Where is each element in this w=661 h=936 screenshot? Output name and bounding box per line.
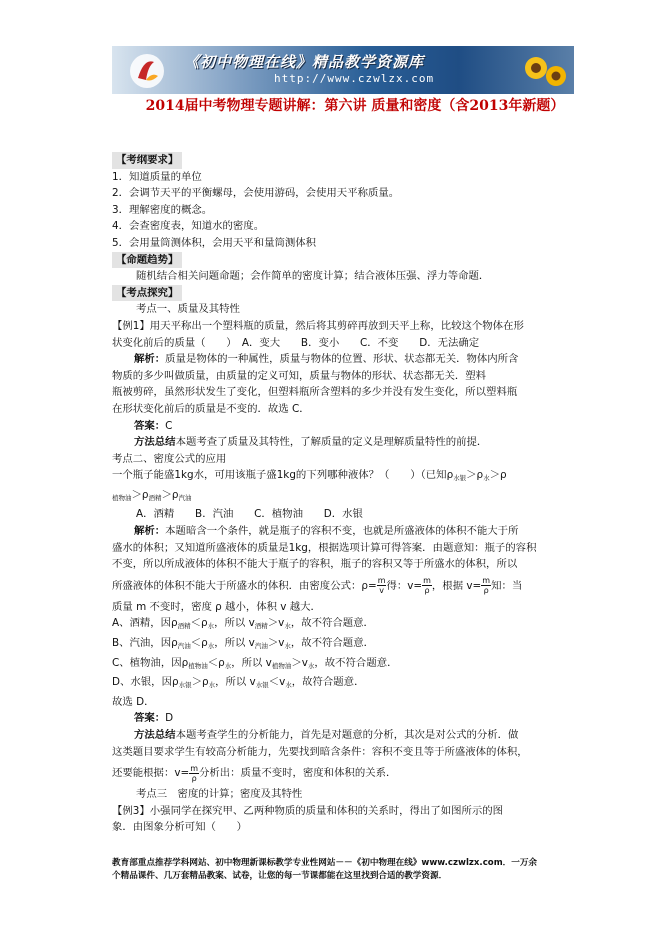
fraction-m-over-rho: $\frac{m}{\rho}$	[190, 763, 198, 783]
footer-line: 教育部重点推荐学科网站、初中物理新课标教学专业性网站－－《初中物理在线》www.czwlzx.com．一万余	[112, 858, 538, 868]
answer-label: 答案：	[134, 419, 166, 432]
analysis-label: 解析：	[134, 353, 166, 366]
analysis-text: 不变，所以所成液体的体积不能大于瓶子的容积，瓶子的容积又等于所盛水的体积，所以	[112, 558, 518, 571]
point-heading: 考点三 密度的计算；密度及其特性	[136, 788, 303, 801]
method-label: 方法总结	[134, 436, 176, 449]
answer-value: D	[165, 712, 174, 725]
outline-item: 1．知道质量的单位	[112, 170, 202, 183]
example-question: ＞ρ	[131, 488, 149, 501]
analysis-text: 质量是物体的一种属性，质量与物体的位置、形状、状态都无关．物体内所含	[165, 353, 519, 366]
outline-item: 5．会用量筒测体积，会用天平和量筒测体积	[112, 236, 317, 249]
analysis-text: 盛水的体积；又知道所盛液体的质量是1kg，根据选项计算可得答案．由题意知：瓶子的容积	[112, 541, 537, 554]
analysis-text: 在形状变化前后的质量是不变的．故选 C．	[112, 402, 310, 415]
fraction-m-over-rho: $\frac{m}{\rho}$	[482, 576, 491, 596]
trend-text: 随机结合相关问题命题；会作简单的密度计算；结合液体压强、浮力等命题．	[136, 270, 490, 283]
subscript: 水	[483, 474, 490, 483]
fraction-m-over-v: $\frac{m}{v}$	[377, 576, 386, 596]
analysis-text: 得：v=	[386, 579, 423, 592]
answer-value: C	[165, 419, 173, 432]
choose-line: 故选 D．	[112, 695, 155, 708]
fraction-m-over-rho: $\frac{m}{\rho}$	[423, 576, 431, 596]
analysis-text: 质量 m 不变时，密度 ρ 越小，体积 v 越大．	[112, 600, 321, 613]
method-text: 还要能根据：v=	[112, 767, 190, 780]
subscript: 酒精	[148, 493, 162, 502]
document-title: 2014届中考物理专题讲解：第六讲 质量和密度（含2013年新题）	[145, 98, 565, 114]
analysis-text: 物质的多少叫做质量，由质量的定义可知，质量与物体的形状、状态都无关．塑料	[112, 369, 487, 382]
trend-tag: 【命题趋势】	[112, 252, 182, 269]
footer-line: 个精品课件、几万套精品教案、试卷，让您的每一节课都能在这里找到合适的教学资源．	[112, 871, 448, 881]
method-text: 分析出：质量不变时，密度和体积的关系．	[199, 767, 397, 780]
outline-item: 2．会调节天平的平衡螺母，会使用游码，会使用天平称质量。	[112, 187, 400, 200]
case-line: C、植物油，因$\rho_{植物油}<\rho_水$，所以 $v_{植物油}>v_水$，故不符合题意．	[112, 656, 398, 670]
banner-title: 《初中物理在线》精品教学资源库	[184, 53, 425, 71]
example-question: 【例3】小强同学在探究甲、乙两种物质的质量和体积的关系时，得出了如图所示的图	[112, 804, 504, 817]
analysis-text: 知：当	[491, 579, 523, 592]
method-label: 方法总结	[134, 729, 176, 741]
example-question: 【例1】用天平称出一个塑料瓶的质量，然后将其剪碎再放到天平上称，比较这个物体在形	[112, 319, 524, 332]
banner-url[interactable]: http://www.czwlzx.com	[274, 72, 435, 85]
page-footer	[112, 857, 582, 883]
analysis-text: 本题暗含一个条件，就是瓶子的容积不变，也就是所盛液体的体积不能大于所	[165, 525, 519, 538]
case-line: A、酒精，因$\rho_{酒精}<\rho_水$，所以 $v_{酒精}>v_水$，故不符合题意．	[112, 617, 374, 631]
example-question: ＞ρ	[466, 469, 484, 482]
method-text: 这类题目要求学生有较高分析能力，先要找到暗含条件：容积不变且等于所盛液体的体积，	[112, 745, 528, 758]
example-options: A．酒精 B．汽油 C．植物油 D．水银	[136, 508, 363, 521]
analysis-text: 瓶被剪碎，虽然形状发生了变化，但塑料瓶所含塑料的多少并没有发生变化，所以塑料瓶	[112, 386, 518, 399]
analysis-text: 所盛液体的体积不能大于所盛水的体积．由密度公式：ρ=	[112, 579, 377, 592]
analysis-text: ，根据 v=	[431, 579, 482, 592]
explore-tag: 【考点探究】	[112, 285, 182, 302]
subscript: 植物油	[112, 493, 132, 502]
outline-tag: 【考纲要求】	[112, 152, 182, 169]
answer-label: 答案：	[134, 712, 166, 725]
document-body	[112, 152, 580, 836]
method-text: 本题考查学生的分析能力，首先是对题意的分析，其次是对公式的分析．做	[175, 729, 519, 741]
example-question: ＞ρ	[489, 469, 507, 482]
example-question: 状变化前后的质量（ ） A．变大 B．变小 C．不变 D．无法确定	[112, 336, 480, 349]
logo-icon	[128, 52, 166, 90]
sunflower-icon	[522, 52, 568, 92]
header-banner	[112, 46, 574, 94]
point-heading: 考点一、质量及其特性	[136, 303, 240, 316]
point-heading: 考点二、密度公式的应用	[112, 452, 227, 465]
subscript: 水银	[453, 474, 467, 483]
analysis-label: 解析：	[134, 525, 166, 538]
method-text: 本题考查了质量及其特性，了解质量的定义是理解质量特性的前提．	[175, 436, 488, 449]
outline-item: 4．会查密度表，知道水的密度。	[112, 220, 265, 233]
case-line: D、水银，因$\rho_{水银}>\rho_水$，所以 $v_{水银}<v_水$，故符合题意．	[112, 676, 365, 690]
subscript: 汽油	[178, 493, 192, 502]
example-question: ＞ρ	[161, 488, 179, 501]
example-question: 一个瓶子能盛1kg水，可用该瓶子盛1kg的下列哪种液体？（ ）（已知ρ	[112, 469, 454, 482]
outline-item: 3．理解密度的概念。	[112, 203, 213, 216]
example-question: 象．由图象分析可知（ ）	[112, 821, 248, 834]
case-line: B、汽油，因$\rho_{汽油}<\rho_水$，所以 $v_{汽油}>v_水$，故不符合题意．	[112, 637, 374, 651]
